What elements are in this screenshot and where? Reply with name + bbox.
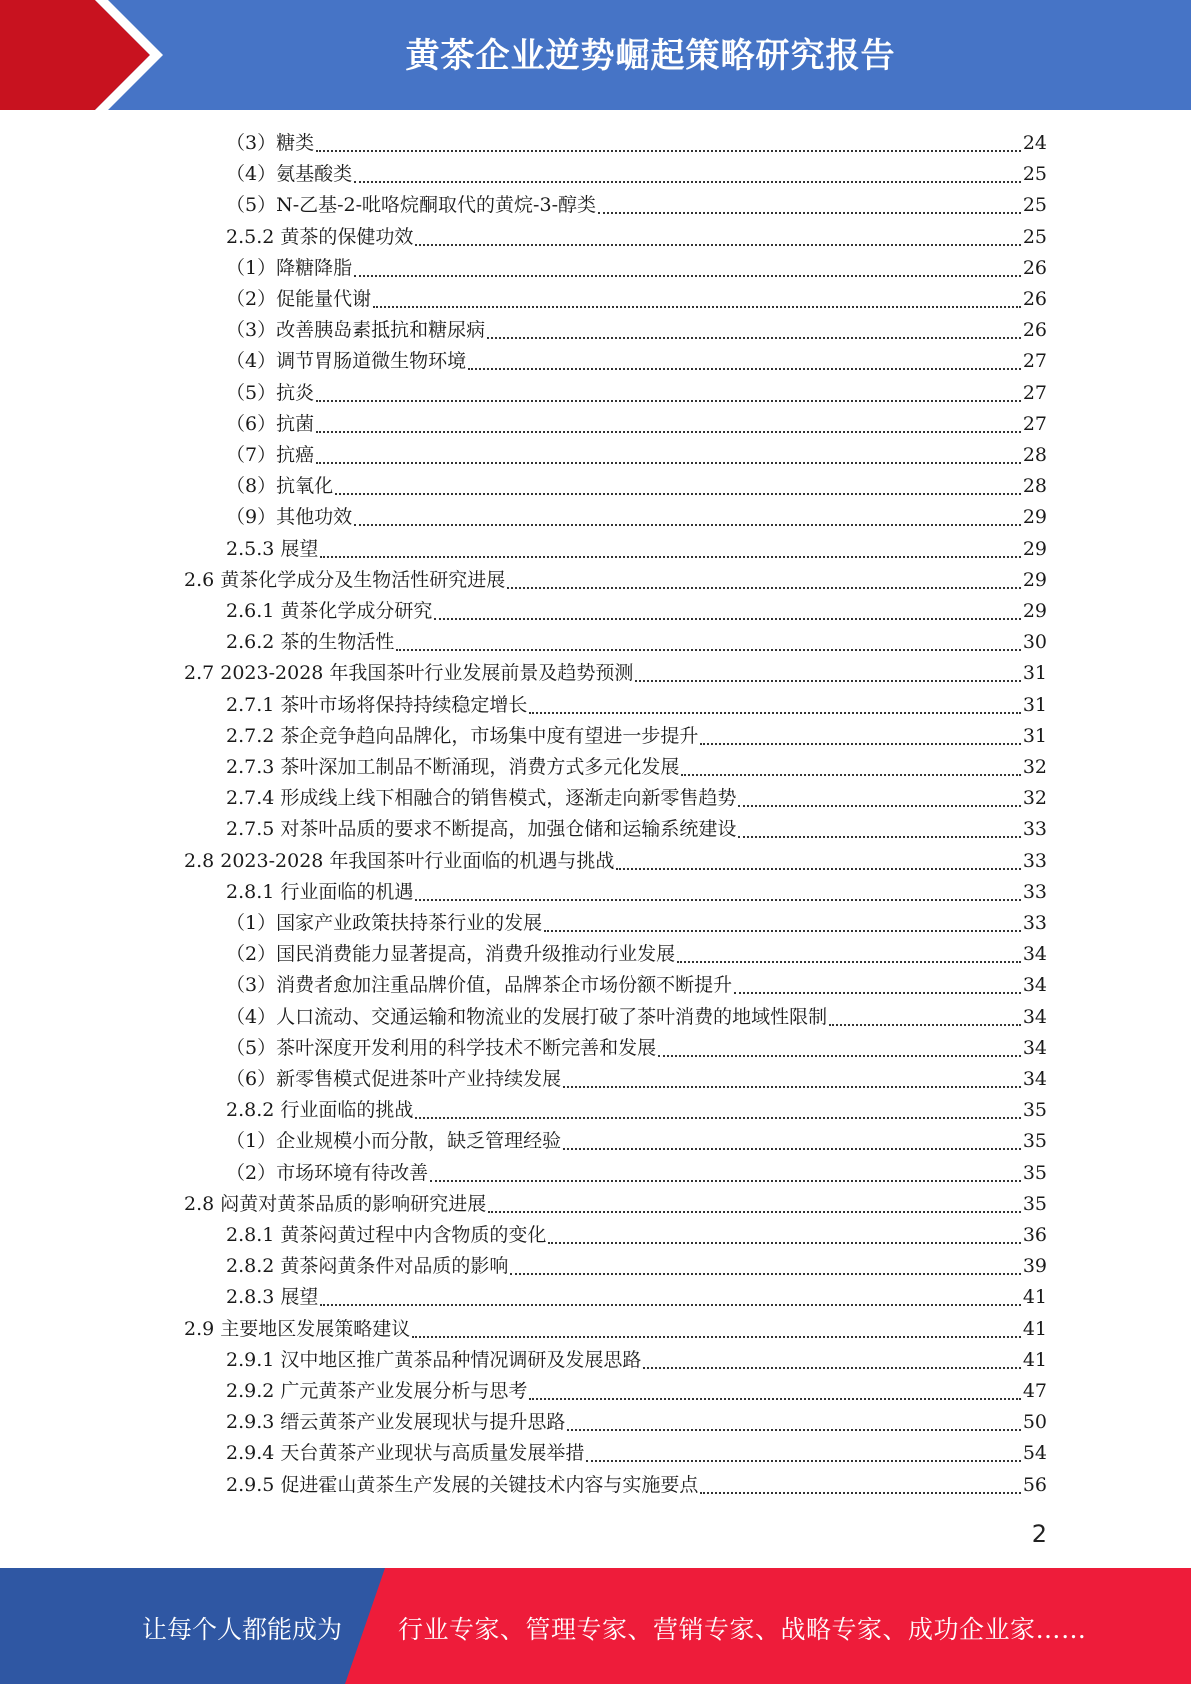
toc-entry-label: 2.8.1 行业面临的机遇 — [226, 880, 414, 903]
toc-entry — [226, 502, 1047, 533]
toc-entry — [226, 1282, 1047, 1313]
toc-entry — [226, 159, 1047, 190]
toc-entry-page: 26 — [1022, 288, 1047, 310]
toc-dot-leader — [507, 586, 1021, 589]
toc-entry-page: 27 — [1022, 412, 1047, 435]
toc-entry — [226, 814, 1047, 845]
toc-entry-label: 2.8.3 展望 — [226, 1286, 319, 1309]
toc-entry — [226, 346, 1047, 377]
toc-dot-leader — [598, 211, 1021, 214]
toc-entry-label: 2.7.2 茶企竞争趋向品牌化，市场集中度有望进一步提升 — [226, 724, 699, 747]
toc-entry — [226, 222, 1047, 253]
toc-entry-label: （9）其他功效 — [226, 506, 353, 529]
toc-entry-page: 34 — [1022, 1036, 1047, 1059]
toc-entry-page: 33 — [1022, 849, 1047, 872]
toc-entry-label: 2.9.1 汉中地区推广黄茶品种情况调研及发展思路 — [226, 1348, 642, 1371]
toc-entry — [226, 877, 1047, 908]
toc-entry-page: 29 — [1022, 568, 1047, 591]
toc-entry — [226, 378, 1047, 409]
toc-entry — [226, 970, 1047, 1001]
toc-dot-leader — [415, 898, 1020, 901]
toc-dot-leader — [316, 399, 1021, 402]
toc-entry-page: 24 — [1022, 132, 1047, 154]
toc-entry — [226, 440, 1047, 471]
toc-entry-page: 32 — [1022, 756, 1047, 778]
toc-dot-leader — [738, 804, 1020, 807]
toc-dot-leader — [316, 149, 1021, 152]
toc-dot-leader — [586, 1459, 1020, 1462]
toc-dot-leader — [563, 1085, 1021, 1088]
toc-entry-page: 50 — [1022, 1411, 1047, 1434]
toc-entry — [184, 1314, 1047, 1345]
toc-entry-label: 2.8 2023-2028 年我国茶叶行业面临的机遇与挑战 — [184, 849, 615, 872]
toc-dot-leader — [677, 960, 1021, 963]
toc-dot-leader — [373, 305, 1021, 308]
toc-dot-leader — [738, 835, 1020, 838]
toc-entry — [226, 690, 1047, 721]
toc-entry — [226, 1345, 1047, 1376]
toc-entry-page: 35 — [1022, 1161, 1047, 1184]
toc-entry — [226, 752, 1047, 783]
toc-dot-leader — [396, 648, 1020, 651]
toc-entry-page: 31 — [1022, 724, 1047, 747]
toc-entry-label: （7）抗癌 — [226, 444, 315, 466]
toc-entry-page: 35 — [1022, 1130, 1047, 1153]
toc-entry-label: 2.7.4 形成线上线下相融合的销售模式，逐渐走向新零售趋势 — [226, 787, 737, 810]
toc-entry-page: 27 — [1022, 381, 1047, 404]
toc-entry — [226, 783, 1047, 814]
toc-entry — [226, 1407, 1047, 1438]
toc-dot-leader — [354, 180, 1021, 183]
toc-dot-leader — [354, 523, 1021, 526]
toc-entry-page: 33 — [1022, 880, 1047, 903]
toc-entry — [226, 128, 1047, 159]
toc-entry — [184, 1189, 1047, 1220]
toc-dot-leader — [468, 367, 1021, 370]
toc-entry-label: 2.9 主要地区发展策略建议 — [184, 1317, 411, 1340]
toc-entry — [226, 284, 1047, 315]
page-number: 2 — [1031, 1520, 1047, 1548]
toc-entry-label: （1）国家产业政策扶持茶行业的发展 — [226, 912, 543, 934]
toc-entry-label: 2.6 黄茶化学成分及生物活性研究进展 — [184, 568, 506, 591]
toc-entry-page: 41 — [1022, 1348, 1047, 1371]
toc-entry-label: （4）人口流动、交通运输和物流业的发展打破了茶叶消费的地域性限制 — [226, 1005, 828, 1028]
toc-entry-page: 35 — [1022, 1099, 1047, 1122]
toc-dot-leader — [616, 867, 1020, 870]
toc-dot-leader — [548, 1241, 1020, 1244]
toc-dot-leader — [320, 1303, 1020, 1306]
toc-entry — [184, 658, 1047, 689]
toc-entry — [226, 1470, 1047, 1501]
toc-entry-label: （5）茶叶深度开发利用的科学技术不断完善和发展 — [226, 1036, 657, 1059]
toc-dot-leader — [529, 1397, 1020, 1400]
toc-entry — [184, 846, 1047, 877]
toc-entry-label: 2.9.3 缙云黄茶产业发展现状与提升思路 — [226, 1411, 566, 1434]
toc-entry — [226, 1095, 1047, 1126]
toc-entry-page: 56 — [1022, 1473, 1047, 1496]
toc-dot-leader — [529, 711, 1020, 714]
toc-entry — [226, 1158, 1047, 1189]
toc-entry-label: 2.8 闷黄对黄茶品质的影响研究进展 — [184, 1192, 487, 1215]
toc-entry — [226, 721, 1047, 752]
toc-dot-leader — [488, 1210, 1021, 1213]
toc-entry — [226, 253, 1047, 284]
toc-entry-page: 25 — [1022, 194, 1047, 217]
toc-dot-leader — [415, 243, 1020, 246]
toc-dot-leader — [316, 461, 1021, 464]
toc-entry-label: （2）国民消费能力显著提高，消费升级推动行业发展 — [226, 943, 676, 966]
toc-entry-page: 36 — [1022, 1224, 1047, 1246]
toc-entry — [226, 1126, 1047, 1157]
toc-entry-label: 2.6.1 黄茶化学成分研究 — [226, 600, 433, 622]
toc-entry-label: 2.7.5 对茶叶品质的要求不断提高，加强仓储和运输系统建设 — [226, 818, 737, 841]
toc-entry-page: 33 — [1022, 818, 1047, 841]
toc-dot-leader — [430, 1179, 1021, 1182]
toc-entry — [226, 1220, 1047, 1251]
toc-entry-label: 2.7 2023-2028 年我国茶叶行业发展前景及趋势预测 — [184, 662, 634, 685]
toc-entry-page: 33 — [1022, 912, 1047, 934]
toc-entry-label: 2.8.2 行业面临的挑战 — [226, 1099, 414, 1122]
toc-entry-label: 2.8.2 黄茶闷黄条件对品质的影响 — [226, 1255, 509, 1278]
toc-entry-label: 2.7.3 茶叶深加工制品不断涌现，消费方式多元化发展 — [226, 756, 680, 778]
toc-entry — [226, 1251, 1047, 1282]
toc-entry-label: （4）调节胃肠道微生物环境 — [226, 350, 467, 373]
toc-entry-label: 2.9.4 天台黄茶产业现状与高质量发展举措 — [226, 1442, 585, 1465]
toc-entry-page: 29 — [1022, 506, 1047, 529]
toc-entry-label: （1）降糖降脂 — [226, 256, 353, 279]
toc-entry-label: 2.5.3 展望 — [226, 537, 319, 560]
toc-entry-page: 26 — [1022, 256, 1047, 279]
toc-dot-leader — [335, 492, 1021, 495]
toc-entry-page: 29 — [1022, 600, 1047, 622]
toc-dot-leader — [487, 336, 1021, 339]
toc-entry — [226, 627, 1047, 658]
toc-entry-page: 31 — [1022, 693, 1047, 716]
toc-entry-label: （5）抗炎 — [226, 381, 315, 404]
toc-entry-label: （6）抗菌 — [226, 412, 315, 435]
toc-entry-page: 41 — [1022, 1286, 1047, 1309]
toc-entry — [226, 190, 1047, 221]
toc-dot-leader — [434, 617, 1020, 620]
toc-dot-leader — [635, 679, 1020, 682]
toc-entry-page: 34 — [1022, 1005, 1047, 1028]
toc-entry-page: 25 — [1022, 225, 1047, 248]
toc-entry-label: 2.9.5 促进霍山黄茶生产发展的关键技术内容与实施要点 — [226, 1473, 699, 1496]
toc-entry-page: 39 — [1022, 1255, 1047, 1278]
toc-entry — [226, 409, 1047, 440]
toc-entry-label: （8）抗氧化 — [226, 475, 334, 498]
toc-dot-leader — [320, 555, 1020, 558]
toc-dot-leader — [544, 929, 1021, 932]
toc-dot-leader — [563, 1147, 1021, 1150]
toc-entry-page: 27 — [1022, 350, 1047, 373]
toc-entry-label: （2）促能量代谢 — [226, 288, 372, 310]
toc-entry-page: 47 — [1022, 1380, 1047, 1402]
toc-entry-label: （6）新零售模式促进茶叶产业持续发展 — [226, 1068, 562, 1090]
toc-entry-page: 35 — [1022, 1192, 1047, 1215]
toc-entry-page: 34 — [1022, 943, 1047, 966]
toc-entry-label: 2.7.1 茶叶市场将保持持续稳定增长 — [226, 693, 528, 716]
toc-entry-label: （3）消费者愈加注重品牌价值，品牌茶企市场份额不断提升 — [226, 974, 733, 997]
toc-entry — [226, 908, 1047, 939]
toc-entry-label: （3）改善胰岛素抵抗和糖尿病 — [226, 319, 486, 342]
toc-dot-leader — [567, 1428, 1020, 1431]
toc-entry-label: （2）市场环境有待改善 — [226, 1161, 429, 1184]
footer-slogan-right: 行业专家、管理专家、营销专家、战略专家、成功企业家…… — [398, 1615, 1087, 1644]
toc-dot-leader — [316, 430, 1021, 433]
toc-entry — [226, 534, 1047, 565]
toc-entry-page: 30 — [1022, 631, 1047, 654]
toc-entry-page: 25 — [1022, 163, 1047, 186]
footer-slogan-left: 让每个人都能成为 — [142, 1615, 343, 1644]
toc-entry-label: 2.8.1 黄茶闷黄过程中内含物质的变化 — [226, 1224, 547, 1246]
toc-entry — [226, 1064, 1047, 1095]
toc-dot-leader — [412, 1335, 1021, 1338]
toc-entry — [184, 565, 1047, 596]
toc-dot-leader — [700, 742, 1020, 745]
toc-entry-page: 32 — [1022, 787, 1047, 810]
toc-entry-page: 28 — [1022, 444, 1047, 466]
toc-dot-leader — [510, 1272, 1020, 1275]
toc-entry-label: （4）氨基酸类 — [226, 163, 353, 186]
toc-entry-page: 34 — [1022, 1068, 1047, 1090]
toc-entry-label: （5）N-乙基-2-吡咯烷酮取代的黄烷-3-醇类 — [226, 194, 596, 217]
toc-entry-label: 2.5.2 黄茶的保健功效 — [226, 225, 414, 248]
toc-entry-label: 2.6.2 茶的生物活性 — [226, 631, 395, 654]
toc-entry-page: 31 — [1022, 662, 1047, 685]
toc-dot-leader — [681, 773, 1020, 776]
toc-entry — [226, 1376, 1047, 1407]
toc-dot-leader — [415, 1116, 1020, 1119]
toc-entry-label: （3）糖类 — [226, 132, 315, 154]
toc-entry — [226, 315, 1047, 346]
toc-entry-page: 29 — [1022, 537, 1047, 560]
toc-entry-label: （1）企业规模小而分散，缺乏管理经验 — [226, 1130, 562, 1153]
toc-entry — [226, 1002, 1047, 1033]
toc-dot-leader — [700, 1491, 1020, 1494]
toc-entry — [226, 471, 1047, 502]
toc-entry-page: 54 — [1022, 1442, 1047, 1465]
report-title: 黄茶企业逆势崛起策略研究报告 — [405, 36, 896, 76]
toc-dot-leader — [829, 1023, 1021, 1026]
toc-entry-page: 26 — [1022, 319, 1047, 342]
toc-dot-leader — [643, 1366, 1020, 1369]
toc-entry — [226, 596, 1047, 627]
page-header — [0, 0, 1191, 110]
toc-entry-label: 2.9.2 广元黄茶产业发展分析与思考 — [226, 1380, 528, 1402]
toc-entry — [226, 1033, 1047, 1064]
toc-dot-leader — [354, 274, 1021, 277]
toc-dot-leader — [658, 1054, 1021, 1057]
toc-entry-page: 28 — [1022, 475, 1047, 498]
toc-entry — [226, 1438, 1047, 1469]
toc-dot-leader — [734, 991, 1021, 994]
toc-entry-page: 34 — [1022, 974, 1047, 997]
toc-entry-page: 41 — [1022, 1317, 1047, 1340]
page-footer — [0, 1568, 1191, 1684]
toc-entry — [226, 939, 1047, 970]
